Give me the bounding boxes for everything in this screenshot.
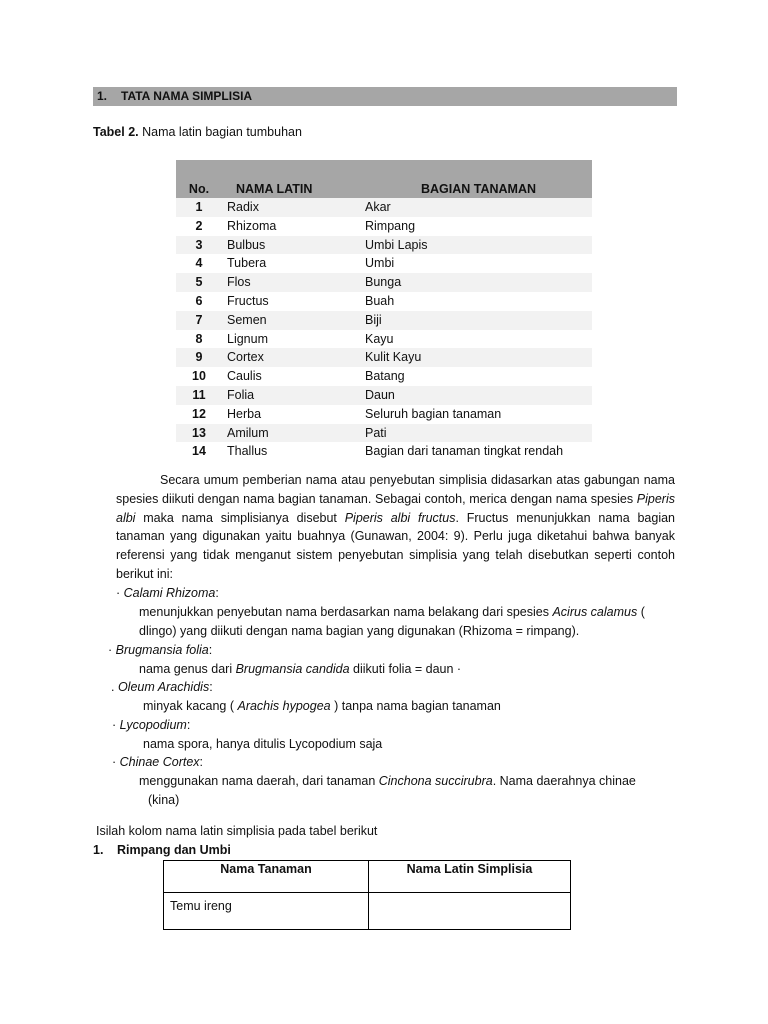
example-name: Chinae Cortex bbox=[119, 755, 200, 769]
body-paragraph bbox=[116, 471, 675, 584]
table-row bbox=[176, 236, 592, 255]
cell-no: 13 bbox=[176, 424, 222, 443]
cell-latin: Amilum bbox=[222, 424, 364, 443]
example-colon: : bbox=[208, 643, 213, 657]
table-row bbox=[176, 348, 592, 367]
example-desc-line bbox=[139, 772, 675, 790]
header-no: No. bbox=[176, 160, 222, 198]
cell-no: 1 bbox=[176, 198, 222, 217]
section-title: TATA NAMA SIMPLISIA bbox=[121, 89, 253, 103]
cell-latin: Semen bbox=[222, 311, 364, 330]
section-heading bbox=[93, 87, 677, 106]
subheading bbox=[93, 841, 231, 859]
example-term-oleum-arachidis bbox=[111, 678, 213, 696]
desc-text: diikuti folia = daun · bbox=[349, 662, 462, 676]
cell-part: Buah bbox=[365, 293, 395, 308]
cell-part: Batang bbox=[365, 369, 405, 384]
cell-plant-name: Temu ireng bbox=[164, 893, 369, 930]
cell-part: Umbi Lapis bbox=[364, 236, 592, 255]
table-row bbox=[176, 405, 592, 424]
table-row bbox=[176, 217, 592, 236]
example-name: Brugmansia folia bbox=[115, 643, 209, 657]
section-number: 1. bbox=[97, 89, 108, 103]
table-row bbox=[176, 442, 592, 461]
table-row bbox=[164, 893, 571, 930]
example-desc-line: (kina) bbox=[148, 793, 180, 807]
paragraph-italic-2: Piperis albi fructus bbox=[344, 510, 456, 525]
instruction-text: Isilah kolom nama latin simplisia pada tabel berikut bbox=[96, 824, 378, 838]
cell-part: Bagian dari tanaman tingkat rendah bbox=[365, 444, 564, 459]
cell-latin: Flos bbox=[222, 273, 364, 292]
bullet: · bbox=[116, 586, 124, 600]
cell-latin: Caulis bbox=[227, 369, 262, 384]
cell-part: Kulit Kayu bbox=[364, 348, 592, 367]
example-desc-line: dlingo) yang diikuti dengan nama bagian yang digunakan (Rhizoma = rimpang). bbox=[139, 624, 580, 638]
cell-part: Biji bbox=[364, 311, 592, 330]
paragraph-italic-1: Piperis albi bbox=[116, 491, 675, 525]
cell-no: 8 bbox=[195, 331, 203, 346]
example-desc-line bbox=[139, 660, 461, 678]
latin-names-table bbox=[176, 160, 592, 461]
cell-no: 6 bbox=[195, 293, 203, 308]
table-row bbox=[176, 424, 592, 443]
table-row bbox=[176, 311, 592, 330]
cell-latin: Herba bbox=[227, 406, 262, 421]
desc-text: ( bbox=[637, 605, 645, 619]
example-desc-line bbox=[139, 603, 675, 621]
example-colon: : bbox=[186, 718, 191, 732]
cell-part: Rimpang bbox=[365, 218, 416, 233]
bullet: · bbox=[112, 718, 120, 732]
table-row bbox=[176, 273, 592, 292]
desc-text: ) tanpa nama bagian tanaman bbox=[330, 699, 501, 713]
cell-latin: Radix bbox=[222, 198, 364, 217]
desc-text: menunjukkan penyebutan nama berdasarkan nama belakang dari spesies bbox=[139, 605, 553, 619]
table-header-row bbox=[176, 160, 592, 198]
cell-no: 9 bbox=[176, 348, 222, 367]
cell-part: Seluruh bagian tanaman bbox=[365, 406, 502, 421]
example-colon: : bbox=[215, 586, 219, 600]
cell-latin: Rhizoma bbox=[227, 218, 277, 233]
desc-italic: Arachis hypogea bbox=[237, 699, 331, 713]
table-row bbox=[176, 254, 592, 273]
cell-no: 3 bbox=[176, 236, 222, 255]
cell-no: 10 bbox=[192, 369, 206, 384]
desc-italic: Cinchona succirubra bbox=[378, 774, 493, 788]
cell-part: Akar bbox=[364, 198, 592, 217]
bullet: · bbox=[108, 643, 116, 657]
desc-text: nama genus dari bbox=[139, 662, 236, 676]
table-row bbox=[176, 367, 592, 386]
bullet: · bbox=[112, 755, 120, 769]
cell-no: 2 bbox=[195, 218, 203, 233]
desc-text: menggunakan nama daerah, dari tanaman bbox=[139, 774, 379, 788]
cell-no: 5 bbox=[176, 273, 222, 292]
cell-no: 12 bbox=[192, 406, 206, 421]
table-row bbox=[176, 330, 592, 349]
cell-latin: Cortex bbox=[222, 348, 364, 367]
cell-no: 14 bbox=[192, 444, 206, 459]
example-colon: : bbox=[199, 755, 204, 769]
subheading-number: 1. bbox=[93, 843, 104, 857]
header-plant-part: BAGIAN TANAMAN bbox=[364, 160, 592, 198]
example-desc-line: nama spora, hanya ditulis Lycopodium saja bbox=[143, 737, 383, 751]
example-name: Oleum Arachidis bbox=[117, 680, 210, 694]
example-name: Lycopodium bbox=[119, 718, 187, 732]
cell-part: Kayu bbox=[365, 331, 394, 346]
bullet: . bbox=[111, 680, 118, 694]
cell-part: Bunga bbox=[364, 273, 592, 292]
table-row bbox=[176, 292, 592, 311]
cell-latin: Fructus bbox=[227, 293, 269, 308]
cell-latin: Thallus bbox=[227, 444, 268, 459]
desc-italic: Brugmansia candida bbox=[235, 662, 350, 676]
cell-latin: Bulbus bbox=[222, 236, 364, 255]
paragraph-text-3: . Fructus menunjukkan nama bagian tanaman yang digunakan yaitu buahnya (Gunawan, 2004: 9). Perlu juga diketahui bahwa banyak referensi yang tidak menganut sistem penyebutan simplisia yang telah disebutkan seperti contoh berikut ini: bbox=[116, 510, 675, 581]
caption-label: Tabel 2. bbox=[93, 125, 139, 139]
paragraph-text-1: Secara umum pemberian nama atau penyebutan simplisia didasarkan atas gabungan nama spesies diikuti dengan nama bagian tanaman. Sebagai contoh, merica dengan nama spesies bbox=[116, 473, 675, 506]
cell-part: Pati bbox=[364, 424, 592, 443]
cell-latin: Folia bbox=[222, 386, 364, 405]
cell-no: 11 bbox=[176, 386, 222, 405]
cell-no: 7 bbox=[176, 311, 222, 330]
header-latin-name: NAMA LATIN bbox=[222, 160, 364, 198]
paragraph-text-2: maka nama simplisianya disebut bbox=[135, 510, 345, 525]
example-term-chinae-cortex bbox=[112, 753, 203, 771]
table-body bbox=[176, 198, 592, 461]
desc-text: . Nama daerahnya chinae bbox=[492, 774, 636, 788]
caption-text: Nama latin bagian tumbuhan bbox=[142, 125, 302, 139]
header-simplisia-latin-name: Nama Latin Simplisia bbox=[369, 861, 571, 893]
header-plant-name: Nama Tanaman bbox=[164, 861, 369, 893]
subheading-title: Rimpang dan Umbi bbox=[117, 843, 231, 857]
table-row bbox=[176, 198, 592, 217]
table-row bbox=[176, 386, 592, 405]
example-name: Calami Rhizoma bbox=[123, 586, 216, 600]
example-desc-line bbox=[143, 697, 501, 715]
fill-in-table bbox=[163, 860, 571, 930]
desc-text: minyak kacang ( bbox=[143, 699, 238, 713]
cell-latin: Tubera bbox=[227, 256, 267, 271]
desc-italic: Acirus calamus bbox=[552, 605, 638, 619]
example-colon: : bbox=[209, 680, 213, 694]
cell-simplisia-latin-name[interactable] bbox=[369, 893, 571, 930]
cell-part: Daun bbox=[364, 386, 592, 405]
cell-part: Umbi bbox=[365, 256, 395, 271]
fill-table-header-row bbox=[164, 861, 571, 893]
cell-no: 4 bbox=[195, 256, 203, 271]
example-term-lycopodium bbox=[112, 716, 190, 734]
cell-latin: Lignum bbox=[227, 331, 268, 346]
example-term-brugmansia-folia bbox=[108, 641, 212, 659]
table-caption bbox=[93, 125, 302, 139]
example-term-calami-rhizoma bbox=[116, 584, 219, 602]
